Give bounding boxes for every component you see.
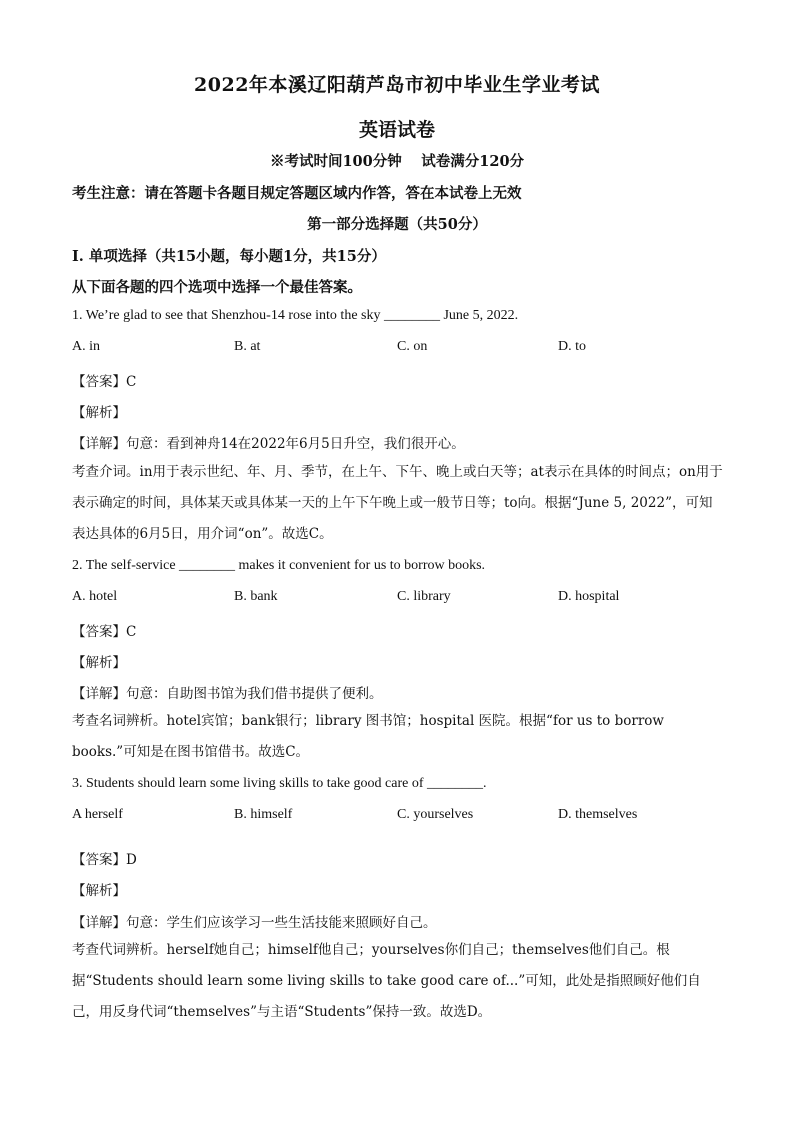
answer-label: 【答案】C <box>72 624 137 640</box>
notice: 考生注意：请在答题卡各题目规定答题区域内作答，答在本试卷上无效 <box>72 185 522 202</box>
explanation-text: 考查名词辨析。hotel宾馆；bank银行；library 图书馆；hospital 医院。根据“for us to borrow books.”可知是在图书馆借书。故选C。 <box>72 713 664 760</box>
option-d: D. hospital <box>558 589 620 604</box>
option-b: B. at <box>234 339 261 354</box>
section-instruction: 从下面各题的四个选项中选择一个最佳答案。 <box>72 279 362 296</box>
option-c: C. on <box>397 339 428 354</box>
explanation-text: 考查代词辨析。herself她自己；himself他自己；yourselves你们自己；themselves他们自己。根据“Students should learn some living skills to take good care of...”可知，此处是指照顾好他们自己，用反身代词“themselves”与主语“Students”保持一致。故选D。 <box>72 942 701 1020</box>
question-stem: 1. We’re glad to see that Shenzhou-14 rose into the sky ________ June 5, 2022. <box>72 308 519 323</box>
analysis-label: 【解析】 <box>72 883 126 899</box>
question-stem: 2. The self-service ________ makes it convenient for us to borrow books. <box>72 558 486 573</box>
option-d: D. to <box>558 339 586 354</box>
time-info: ※考试时间100分钟 试卷满分120分 <box>269 153 525 170</box>
option-b: B. himself <box>234 807 293 822</box>
exam-title: 2022年本溪辽阳葫芦岛市初中毕业生学业考试 <box>194 74 600 96</box>
analysis-label: 【解析】 <box>72 405 126 421</box>
option-c: C. library <box>397 589 451 604</box>
part-heading: 第一部分选择题（共50分） <box>307 216 487 233</box>
answer-label: 【答案】C <box>72 374 137 390</box>
option-a: A. hotel <box>72 589 118 604</box>
section-heading: I. 单项选择（共15小题，每小题1分，共15分） <box>72 248 386 265</box>
detail-text: 【详解】句意：看到神舟14在2022年6月5日升空，我们很开心。 <box>72 436 465 452</box>
answer-label: 【答案】D <box>72 852 137 868</box>
analysis-label: 【解析】 <box>72 655 126 671</box>
detail-text: 【详解】句意：自助图书馆为我们借书提供了便利。 <box>72 686 383 702</box>
option-b: B. bank <box>234 589 278 604</box>
option-a: A herself <box>72 807 123 822</box>
option-a: A. in <box>72 339 100 354</box>
question-stem: 3. Students should learn some living skills to take good care of ________. <box>72 776 487 791</box>
explanation-text: 考查介词。in用于表示世纪、年、月、季节，在上午、下午、晚上或白天等；at表示在具体的时间点；on用于表示确定的时间，具体某天或具体某一天的上午下午晚上或一般节日等；to向。根据“June 5, 2022”，可知表达具体的6月5日，用介词“on”。故选C。 <box>72 464 723 542</box>
option-d: D. themselves <box>558 807 638 822</box>
subject-title: 英语试卷 <box>358 119 435 141</box>
detail-text: 【详解】句意：学生们应该学习一些生活技能来照顾好自己。 <box>72 915 437 931</box>
option-c: C. yourselves <box>397 807 474 822</box>
